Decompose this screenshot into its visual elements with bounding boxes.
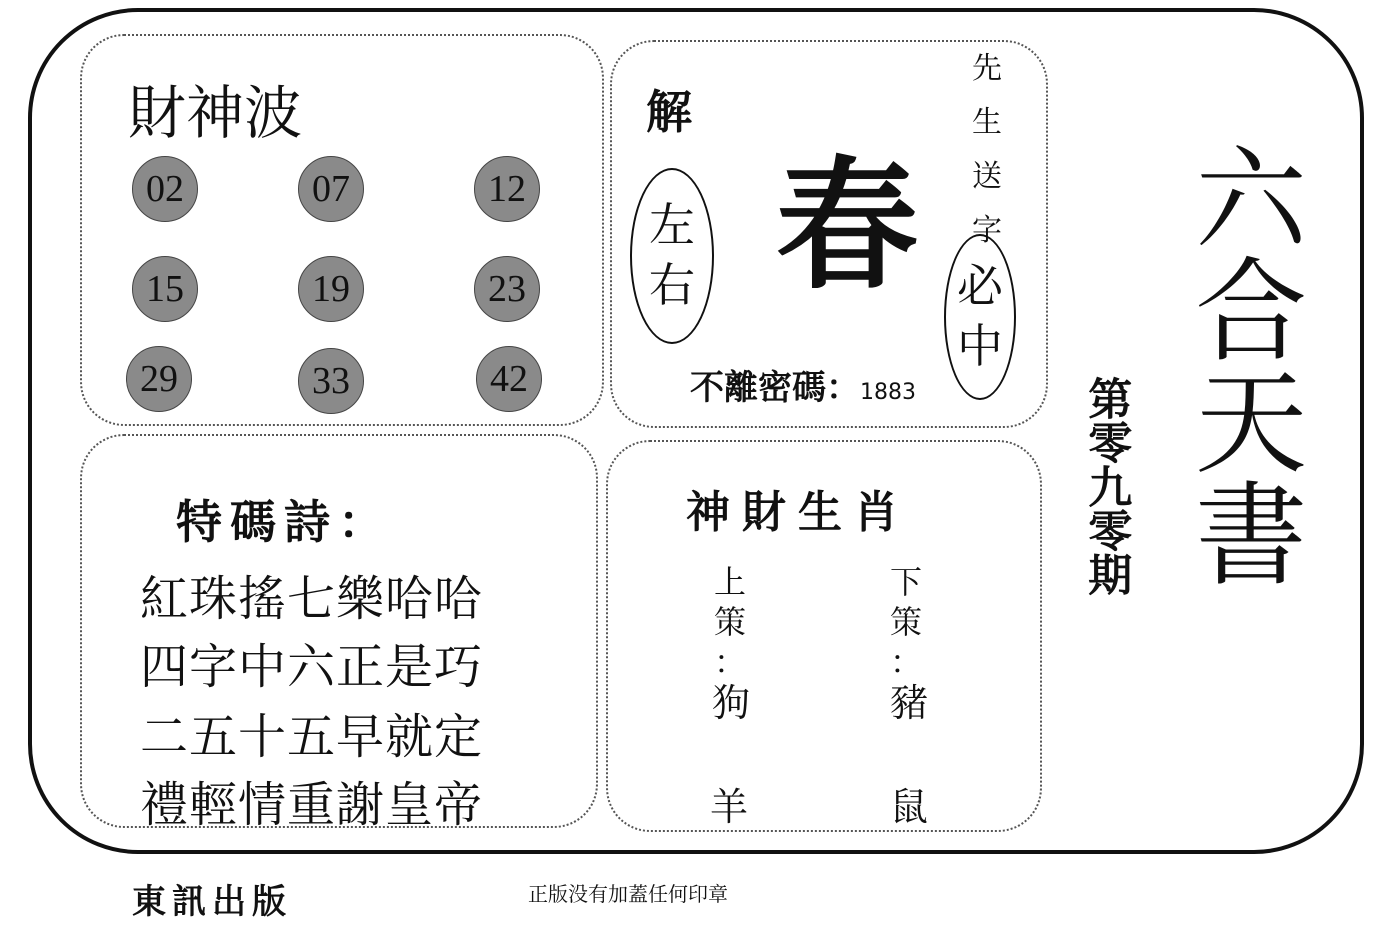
wave-title: 財神波	[128, 79, 303, 147]
wave-number-ball: 15	[132, 256, 198, 322]
upper-label-char: 策	[714, 603, 747, 641]
zodiac-item: 狗	[712, 681, 751, 725]
riddle-word: 春	[776, 144, 918, 309]
lower-label-char: 策	[890, 603, 923, 641]
zodiac-item: 鼠	[890, 785, 929, 829]
wave-number-ball: 23	[474, 256, 540, 322]
title-char: 六合天書	[1176, 140, 1307, 588]
teacher-char: 字	[972, 213, 1002, 248]
lower-label-char: 下	[890, 563, 923, 601]
riddle-label: 解	[646, 85, 692, 139]
upper-label-char: ：	[714, 643, 747, 681]
poem-line: 紅珠搖七樂哈哈	[140, 571, 484, 627]
lower-label-char: ：	[890, 643, 923, 681]
poem-line: 二五十五早就定	[140, 709, 484, 765]
teacher-char: 生	[972, 105, 1002, 140]
right-char: 右	[649, 258, 695, 312]
secret-code-label: 不離密碼：	[690, 368, 860, 408]
poem-line: 禮輕情重謝皇帝	[140, 777, 484, 833]
win-char: 中	[957, 319, 1003, 373]
wave-number-ball: 19	[298, 256, 364, 322]
zodiac-item: 羊	[710, 785, 749, 829]
wave-number-ball: 33	[298, 348, 364, 414]
wave-number-ball: 42	[476, 346, 542, 412]
publisher: 東訊出版	[132, 882, 292, 922]
upper-strategy-label	[714, 562, 746, 682]
secret-code-line	[690, 360, 916, 409]
sure-char: 必	[957, 259, 1003, 314]
left-char: 左	[649, 198, 695, 253]
secret-code-value: 1883	[860, 380, 916, 405]
zodiac-item: 豬	[890, 681, 929, 725]
zodiac-title: 神財生肖	[686, 487, 910, 538]
issue-number	[1080, 376, 1132, 596]
poem-title: 特碼詩：	[176, 495, 392, 549]
upper-label-char: 上	[714, 563, 747, 601]
lower-strategy-label	[890, 562, 922, 682]
wave-number-ball: 29	[126, 346, 192, 412]
teacher-char: 送	[972, 159, 1002, 194]
wave-number-ball: 07	[298, 156, 364, 222]
main-title	[1168, 140, 1314, 588]
poem-line: 四字中六正是巧	[140, 639, 484, 695]
issue-text: 第零九零期	[1080, 376, 1132, 596]
teacher-gift-text	[972, 42, 1002, 258]
authenticity-notice: 正版没有加蓋任何印章	[528, 882, 728, 906]
left-right-oval	[630, 168, 714, 344]
wave-number-ball: 02	[132, 156, 198, 222]
sure-win-oval	[944, 234, 1016, 400]
wave-number-ball: 12	[474, 156, 540, 222]
teacher-char: 先	[972, 51, 1002, 86]
